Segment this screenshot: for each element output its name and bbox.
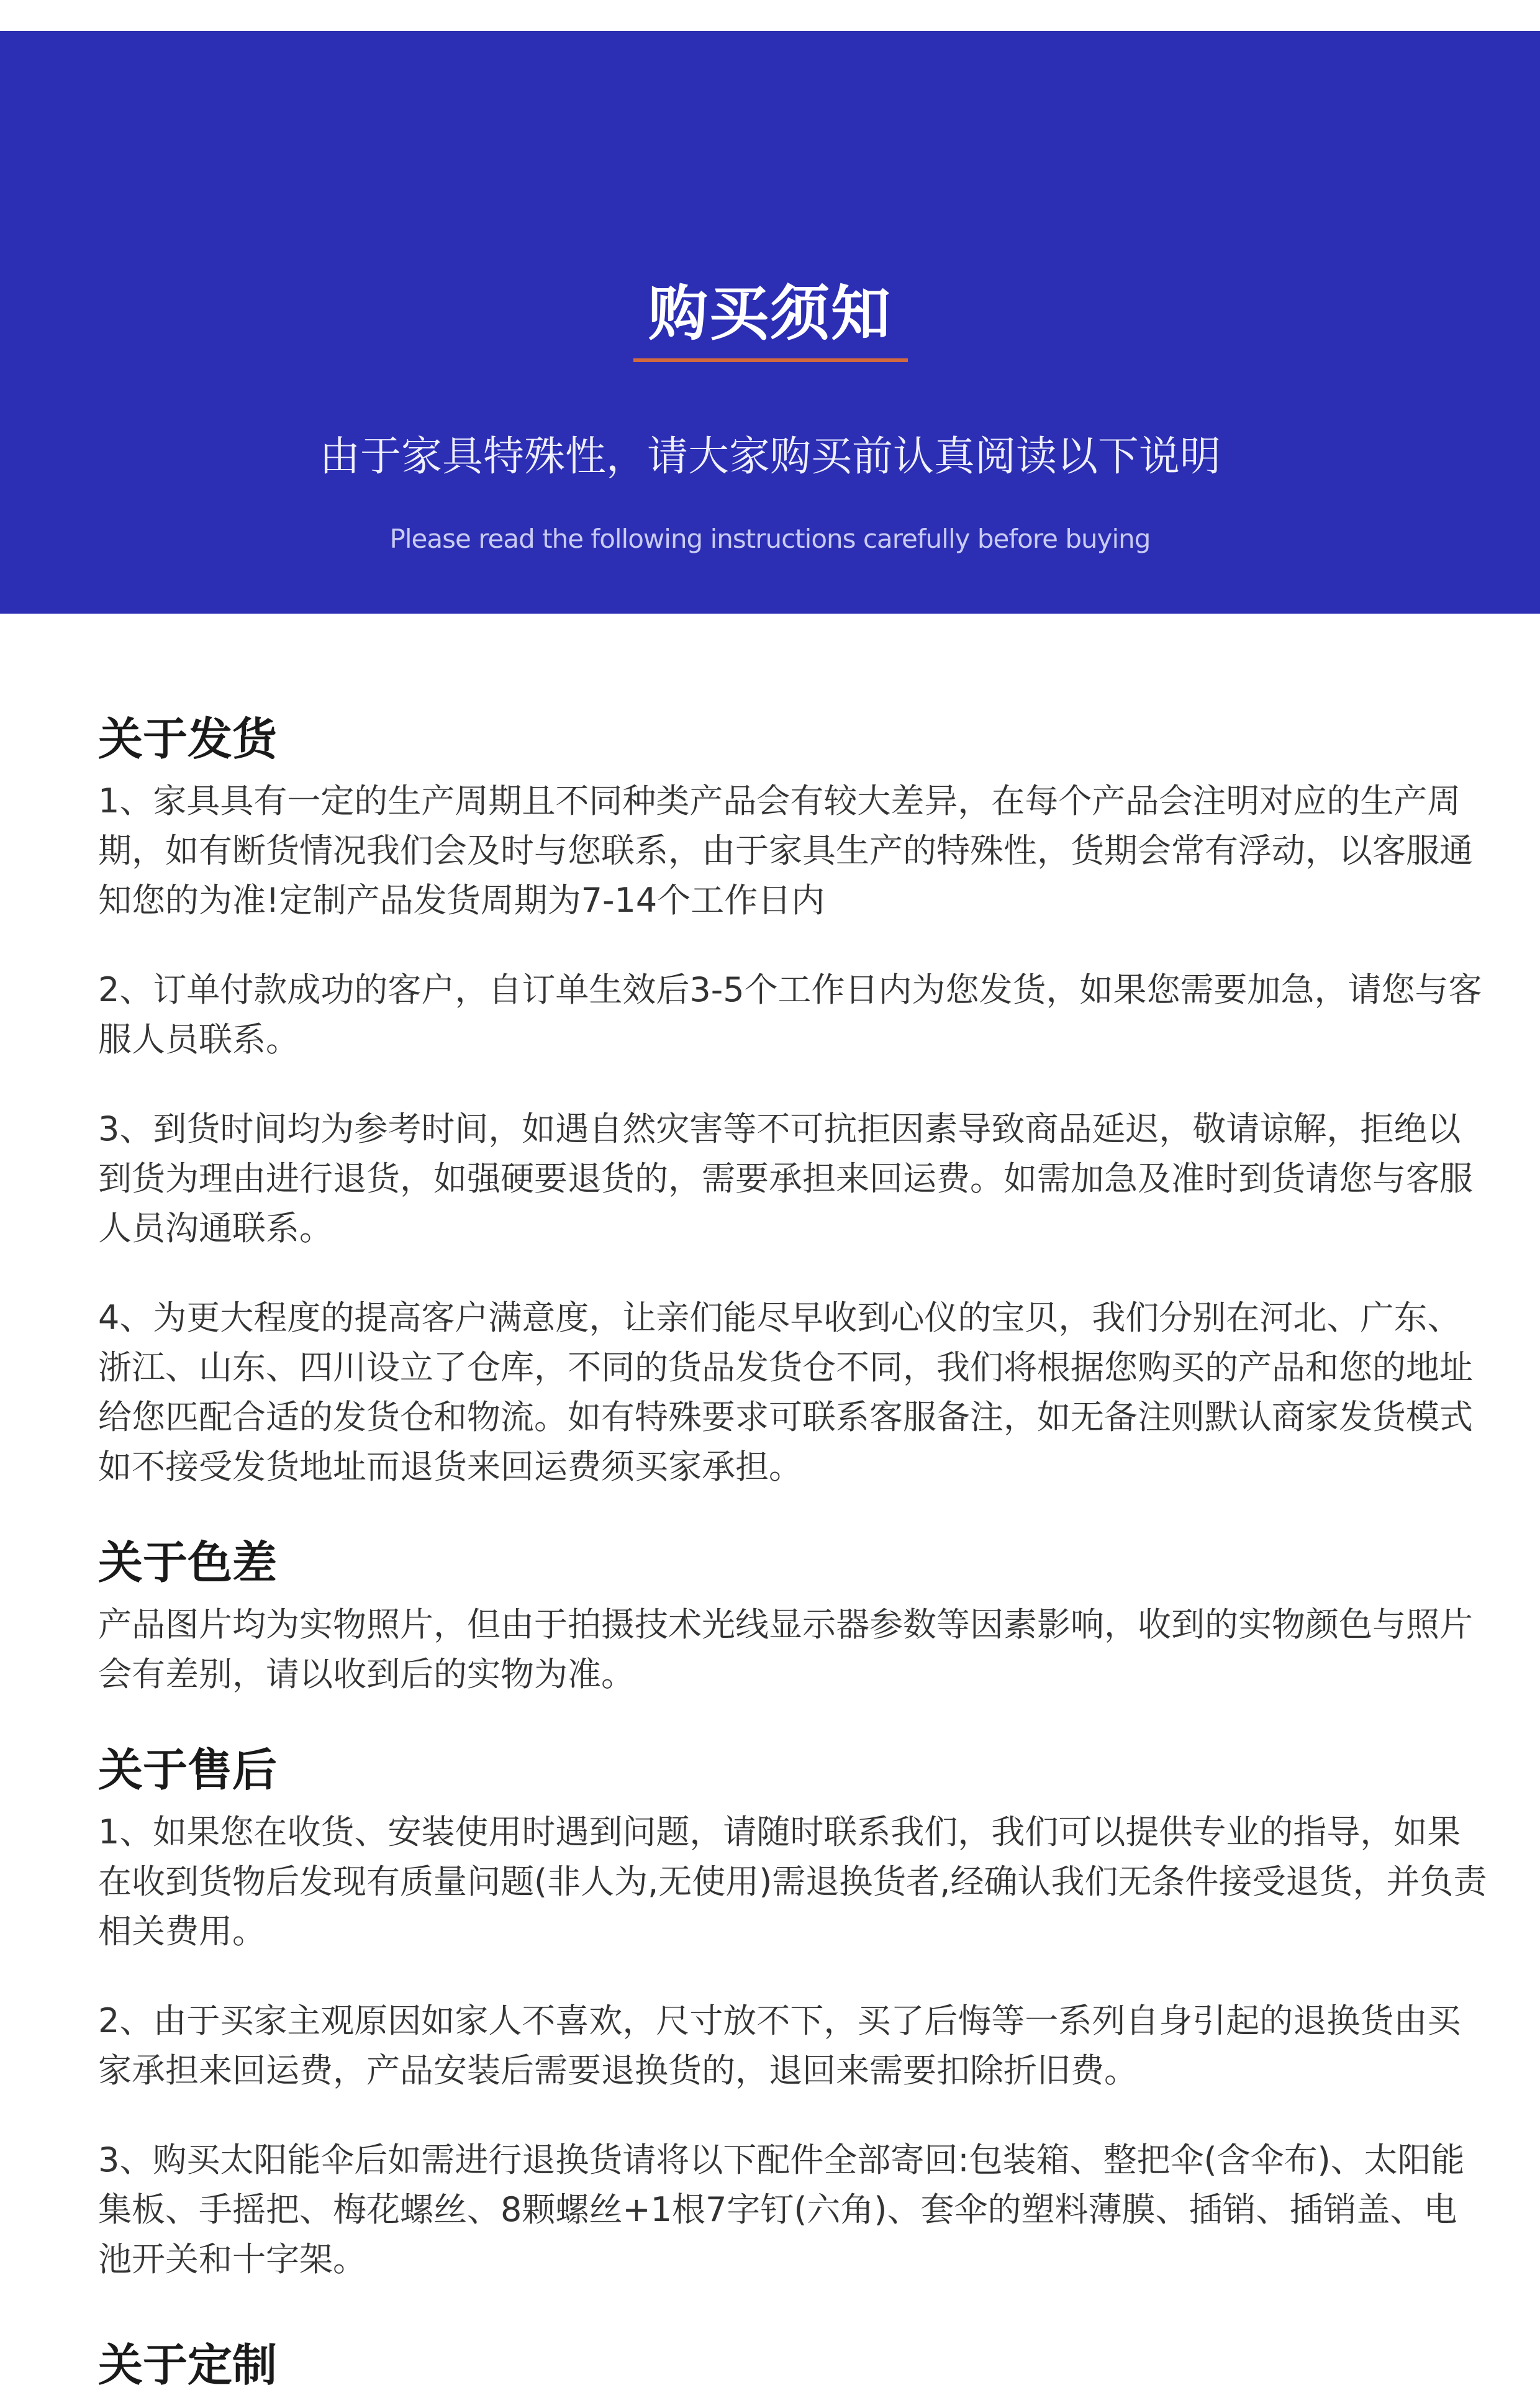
color-difference-paragraph: 产品图片均为实物照片，但由于拍摄技术光线显示器参数等因素影响，收到的实物颜色与照片会有差别，请以收到后的实物为准。 [98,1605,1473,1694]
section-title-color-difference: 关于色差 [98,1537,278,1589]
banner-english-subtitle: Please read the following instructions carefully before buying [389,524,1151,554]
shipping-paragraph-2: 2、订单付款成功的客户，自订单生效后3-5个工作日内为您发货，如果您需要加急，请您与客服人员联系。 [98,970,1482,1059]
top-margin [0,0,1540,31]
section-color-difference [98,1532,1489,1699]
header-banner [0,31,1540,614]
section-title-customization: 关于定制 [98,2339,278,2385]
title-divider [633,358,908,362]
shipping-paragraph-3: 3、到货时间均为参考时间，如遇自然灾害等不可抗拒因素导致商品延迟，敬请谅解，拒绝以到货为理由进行退货，如强硬要退货的，需要承担来回运费。如需加急及准时到货请您与客服人员沟通联系。 [98,1109,1473,1248]
notice-content [98,708,1489,2385]
after-sales-paragraph-3: 3、购买太阳能伞后如需进行退换货请将以下配件全部寄回:包装箱、整把伞(含伞布)、太阳能集板、手摇把、梅花螺丝、8颗螺丝+1根7字钉(六角)、套伞的塑料薄膜、插销、插销盖、电池开关和十字架。 [98,2140,1465,2279]
after-sales-paragraph-1: 1、如果您在收货、安装使用时遇到问题，请随时联系我们，我们可以提供专业的指导，如果在收到货物后发现有质量问题(非人为,无使用)需退换货者,经确认我们无条件接受退货，并负责相关费用。 [98,1812,1487,1951]
section-title-after-sales: 关于售后 [98,1744,278,1796]
banner-subtitle: 由于家具特殊性，请大家购买前认真阅读以下说明 [319,432,1221,480]
after-sales-paragraph-2: 2、由于买家主观原因如家人不喜欢，尺寸放不下，买了后悔等一系列自身引起的退换货由买家承担来回运费，产品安装后需要退换货的，退回来需要扣除折旧费。 [98,2001,1461,2090]
shipping-paragraph-1: 1、家具具有一定的生产周期且不同种类产品会有较大差异，在每个产品会注明对应的生产周期，如有断货情况我们会及时与您联系，由于家具生产的特殊性，货期会常有浮动，以客服通知您的为准!定制产品发货周期为7-14个工作日内 [98,781,1473,920]
page-title: 购买须知 [648,279,892,348]
section-title-shipping: 关于发货 [98,713,278,765]
section-after-sales [98,1739,1489,2284]
section-shipping [98,708,1489,1492]
section-customization [98,2334,1489,2385]
shipping-paragraph-4: 4、为更大程度的提高客户满意度，让亲们能尽早收到心仪的宝贝，我们分别在河北、广东、浙江、山东、四川设立了仓库，不同的货品发货仓不同，我们将根据您购买的产品和您的地址给您匹配合适的发货仓和物流。如有特殊要求可联系客服备注，如无备注则默认商家发货模式如不接受发货地址而退货来回运费须买家承担。 [98,1298,1473,1486]
